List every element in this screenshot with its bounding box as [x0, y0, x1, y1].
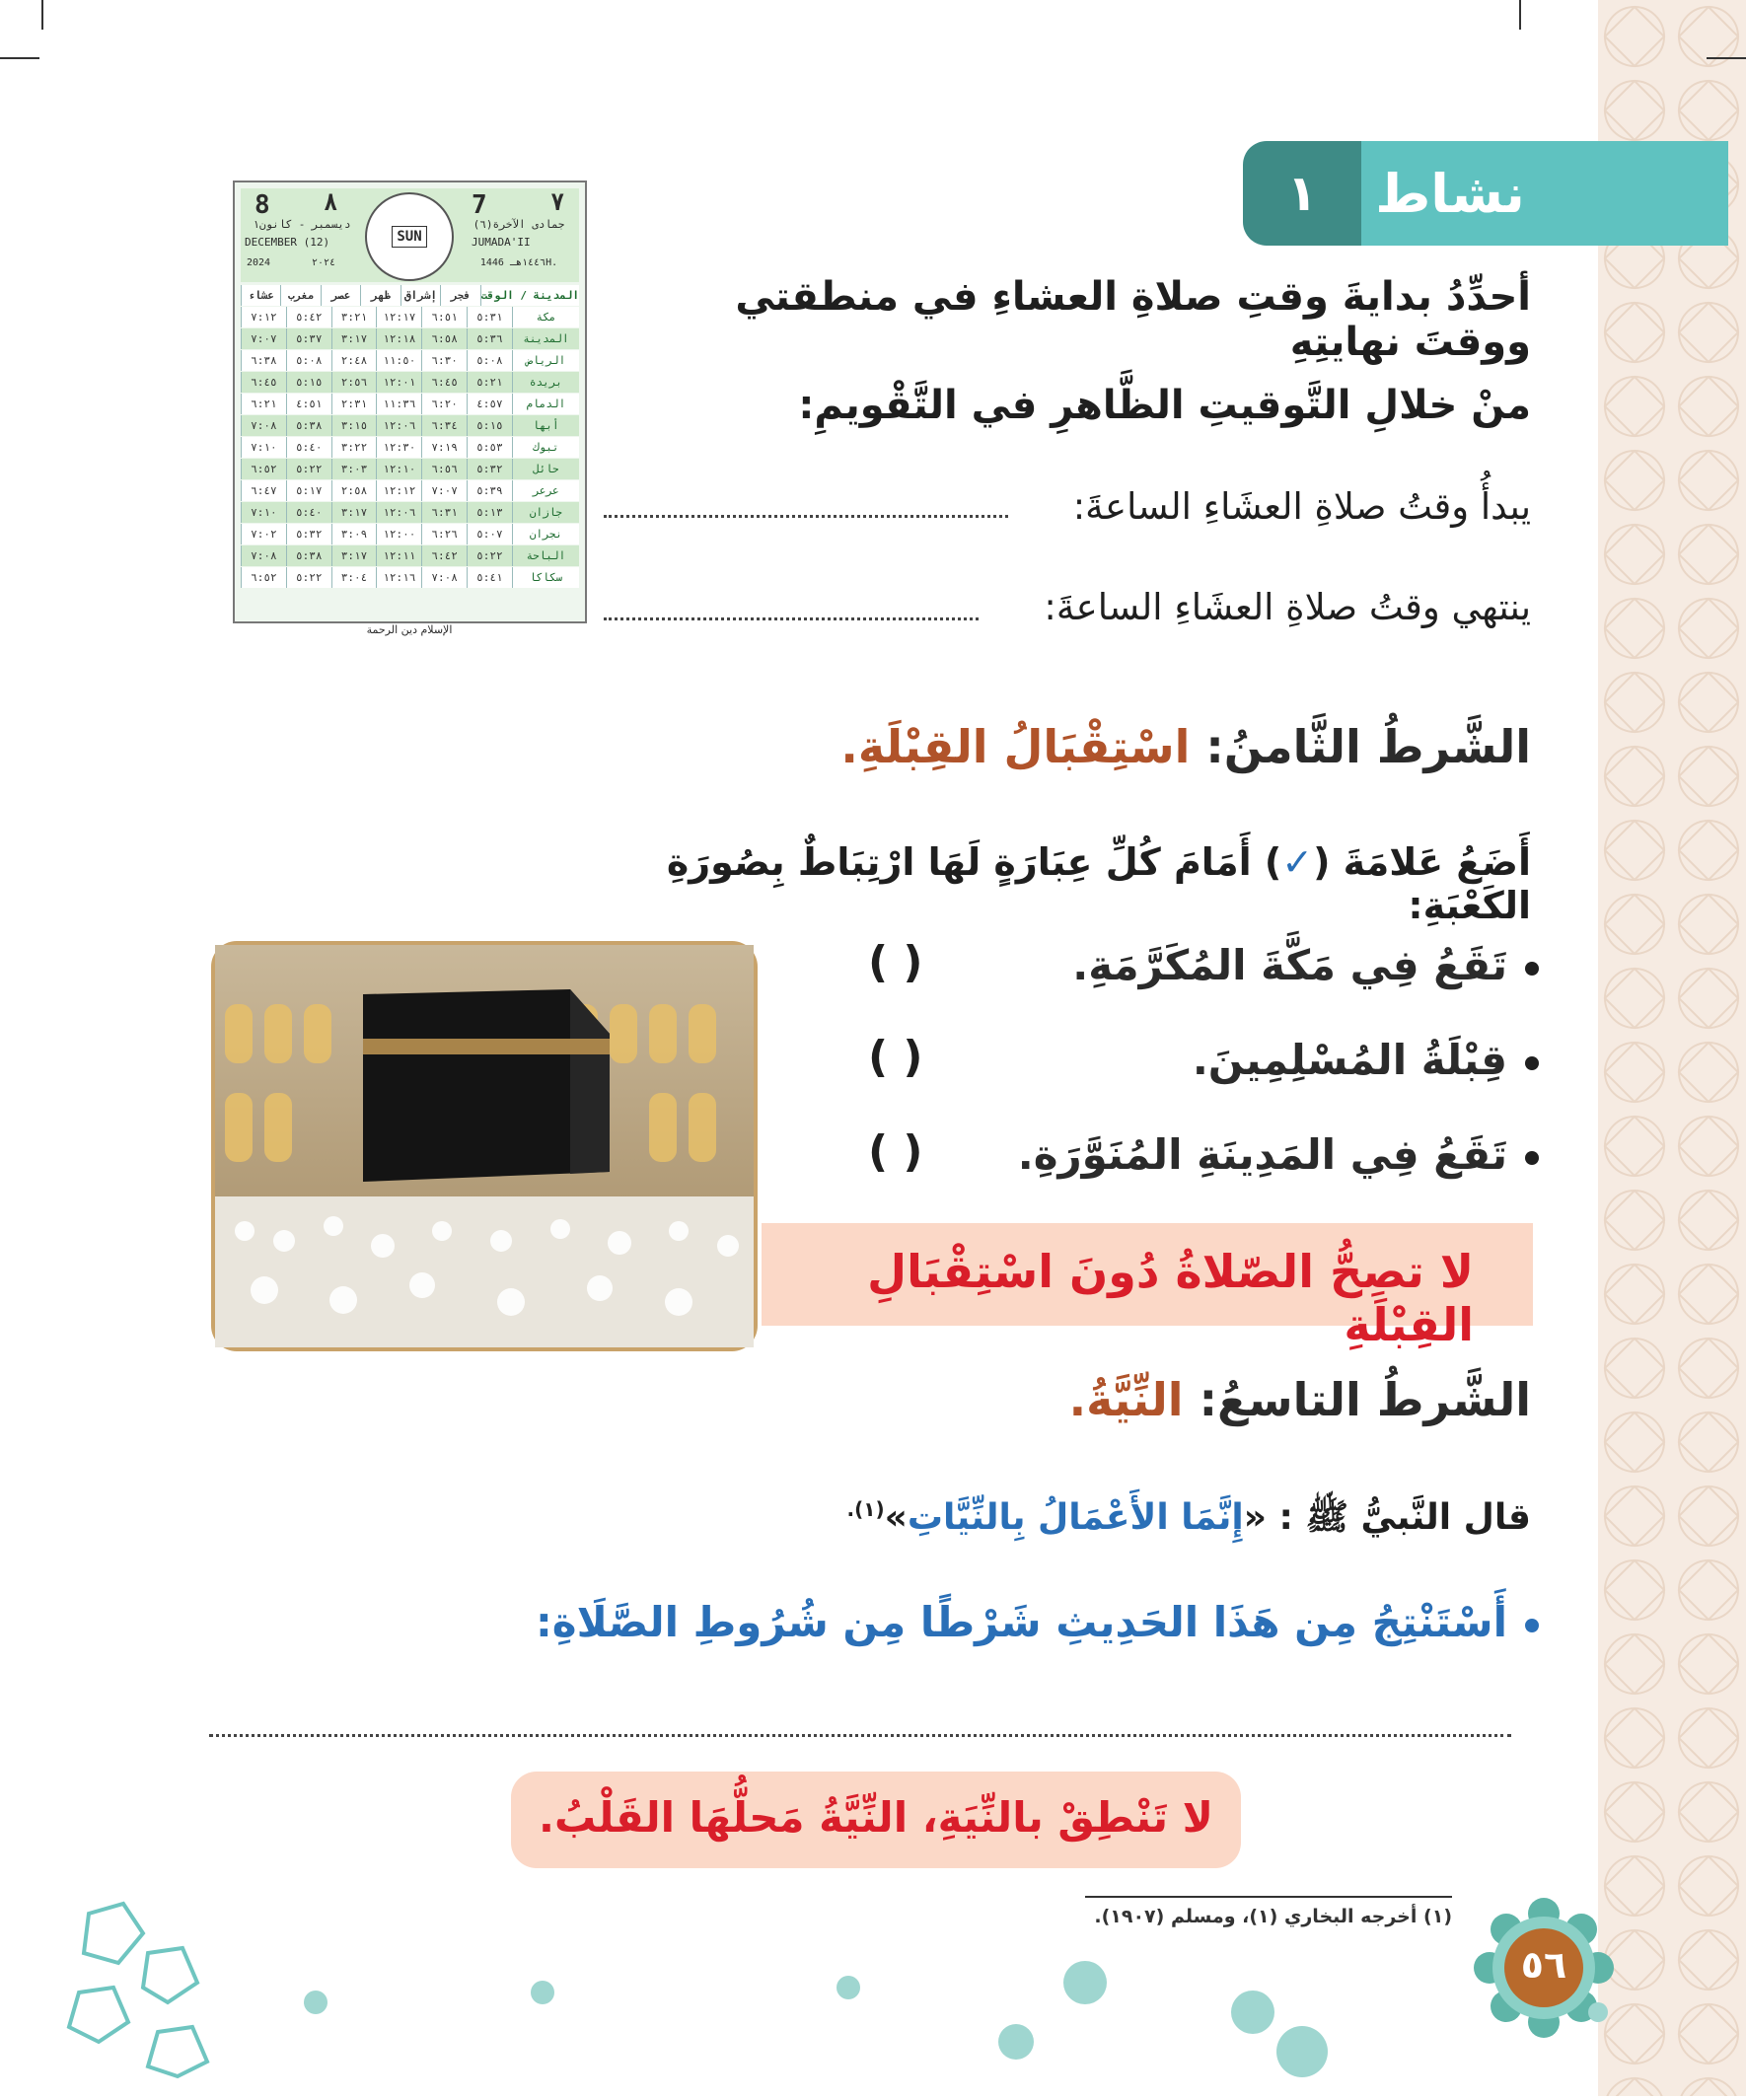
condition-8-value: اسْتِقْبَالُ القِبْلَةِ. [840, 720, 1191, 773]
calendar-day-left-ar: ٨ [324, 188, 338, 216]
geometric-ornament-icon [49, 1894, 247, 2081]
calendar-row: نجران ٥:٠٧ ٦:٢٦ ١٢:٠٠ ٣:٠٩ ٥:٣٢ ٧:٠٢ [241, 524, 579, 544]
page-number: ٥٦ [1520, 1943, 1567, 1987]
calendar-hijri-month-en: JUMADA'II [472, 236, 531, 249]
decorative-border [1598, 0, 1746, 2096]
calendar-header-row: المدينة / الوقت فجر إشراق ظهر عصر مغرب عشاء [241, 285, 579, 306]
calendar-day-right-ar: ٧ [550, 188, 565, 216]
calendar-row: عرعر ٥:٣٩ ٧:٠٧ ١٢:١٢ ٢:٥٨ ٥:١٧ ٦:٤٧ [241, 480, 579, 501]
calendar-seal-icon [365, 192, 454, 281]
calendar-row: مكة ٥:٣١ ٦:٥١ ١٢:١٧ ٣:٢١ ٥:٤٢ ٧:١٢ [241, 307, 579, 327]
statement-1-answer-box[interactable]: ( ) [868, 937, 923, 987]
calendar-hijri-year: ١٤٤٦هـ 1446H. [479, 257, 558, 268]
condition-8-title: الشَّرطُ الثَّامنُ: [1205, 720, 1531, 773]
calendar-day-name: SUN [392, 226, 426, 248]
hadith-text: إِنَّمَا الأَعْمَالُ بِالنِّيَّاتِ [907, 1497, 1244, 1538]
end-label: ينتهي وقتُ صلاةِ العشَاءِ الساعةَ: [1044, 586, 1531, 628]
qibla-note-text: لا تصِحُّ الصّلاةُ دُونَ اسْتِقْبَالِ القِبْلَةِ [867, 1245, 1474, 1351]
crop-mark [0, 57, 39, 59]
bullet-icon [1525, 1619, 1539, 1632]
calendar-row: سكاكا ٥:٤١ ٧:٠٨ ١٢:١٦ ٣:٠٤ ٥:٢٢ ٦:٥٢ [241, 567, 579, 588]
calendar-greg-month-en: DECEMBER (12) [245, 236, 330, 249]
instruction: أَضَعُ عَلامَةَ (✓) أَمَامَ كُلِّ عِبَارَةٍ لَهَا ارْتِبَاطٌ بِصُورَةِ الكَعْبَةِ: [666, 840, 1531, 927]
calendar-row: أبها ٥:١٥ ٦:٣٤ ١٢:٠٦ ٣:١٥ ٥:٣٨ ٧:٠٨ [241, 415, 579, 436]
condition-9-title: الشَّرطُ التاسعُ: [1199, 1373, 1531, 1426]
niyyah-note-text: لا تَنْطِقْ بالنِّيَةِ، النِّيَّةُ مَحلُّهَا القَلْبُ. [539, 1793, 1213, 1842]
footnote-rule [1085, 1896, 1452, 1898]
condition-9-value: النِّيَّةُ. [1068, 1373, 1184, 1426]
calendar-day-left: 8 [255, 190, 270, 220]
statement-1: تَقَعُ فِي مَكَّةَ المُكَرَّمَةِ. [1065, 941, 1539, 989]
end-answer-field[interactable] [604, 616, 979, 620]
kaaba-photo [215, 945, 754, 1347]
calendar-row: جازان ٥:١٣ ٦:٣١ ١٢:٠٦ ٣:١٧ ٥:٤٠ ٧:١٠ [241, 502, 579, 523]
calendar-row: تبوك ٥:٥٣ ٧:١٩ ١٢:٣٠ ٣:٢٢ ٥:٤٠ ٧:١٠ [241, 437, 579, 458]
calendar-row: بريدة ٥:٢١ ٦:٤٥ ١٢:٠١ ٢:٥٦ ٥:١٥ ٦:٤٥ [241, 372, 579, 393]
start-label: يبدأُ وقتُ صلاةِ العشَاءِ الساعةَ: [1072, 485, 1531, 528]
niyyah-note-box [511, 1772, 1241, 1868]
floral-ornaments-icon [296, 1973, 1381, 2081]
qibla-note-box [762, 1223, 1533, 1351]
prayer-calendar [233, 181, 587, 623]
condition-8-heading [789, 720, 1531, 773]
task-line-2: منْ خلالِ التَّوقيتِ الظَّاهرِ في التَّقْويمِ: [798, 383, 1531, 428]
calendar-hijri-month-ar: جمادى الآخرة(٦) [473, 218, 565, 231]
calendar-greg-year-ar: ٢٠٢٤ [312, 257, 336, 268]
statement-3: تَقَعُ فِي المَدِينَةِ المُنَوَّرَةِ. [986, 1130, 1539, 1179]
statement-3-answer-box[interactable]: ( ) [868, 1126, 923, 1177]
calendar-caption: الإسلام دين الرحمة [366, 623, 453, 636]
geometric-pattern-icon [1598, 0, 1746, 2096]
calendar-row: الرياض ٥:٠٨ ٦:٣٠ ١١:٥٠ ٢:٤٨ ٥:٠٨ ٦:٣٨ [241, 350, 579, 371]
footnote: (١) أخرجه البخاري (١)، ومسلم (١٩٠٧). [1094, 1906, 1452, 1927]
deduce-prompt: أَسْتَنْتِجُ مِن هَذَا الحَدِيثِ شَرْطًا مِن شُرُوطِ الصَّلَاةِ: [533, 1598, 1539, 1646]
calendar-greg-month-ar: ديسمبر - كانون١ [253, 218, 351, 231]
statement-2-answer-box[interactable]: ( ) [868, 1032, 923, 1082]
calendar-row: المدينة ٥:٣٦ ٦:٥٨ ١٢:١٨ ٣:١٧ ٥:٣٧ ٧:٠٧ [241, 328, 579, 349]
check-mark-icon: ✓ [1281, 840, 1314, 884]
calendar-row: الباحة ٥:٢٢ ٦:٤٢ ١٢:١١ ٣:١٧ ٥:٣٨ ٧:٠٨ [241, 545, 579, 566]
start-answer-field[interactable] [604, 513, 1008, 518]
crop-mark [1519, 0, 1521, 30]
task-line-1: أحدِّدُ بدايةَ وقتِ صلاةِ العشاءِ في منطقتي ووقتَ نهايتِهِ [735, 274, 1531, 365]
bullet-icon [1525, 1151, 1539, 1165]
hadith: قال النَّبيُّ ﷺ : «إِنَّمَا الأَعْمَالُ بِالنِّيَّاتِ»$^{(١).}$ [846, 1497, 1531, 1538]
bullet-icon [1525, 1056, 1539, 1070]
bullet-icon [1525, 962, 1539, 976]
condition-9-heading [888, 1373, 1531, 1426]
calendar-greg-year: 2024 [247, 257, 271, 268]
statement-2: قِبْلَةُ المُسْلِمِينَ. [1065, 1036, 1539, 1084]
crop-mark [41, 0, 43, 30]
deduce-answer-field[interactable] [209, 1732, 1511, 1737]
calendar-row: حائل ٥:٣٢ ٦:٥٦ ١٢:١٠ ٣:٠٣ ٥:٢٢ ٦:٥٢ [241, 459, 579, 479]
calendar-day-right: 7 [472, 190, 487, 220]
calendar-row: الدمام ٤:٥٧ ٦:٢٠ ١١:٣٦ ٢:٣١ ٤:٥١ ٦:٢١ [241, 394, 579, 414]
activity-number: ١ [1243, 141, 1361, 246]
crop-mark [1707, 57, 1746, 59]
activity-label: نشاط [1375, 162, 1525, 225]
